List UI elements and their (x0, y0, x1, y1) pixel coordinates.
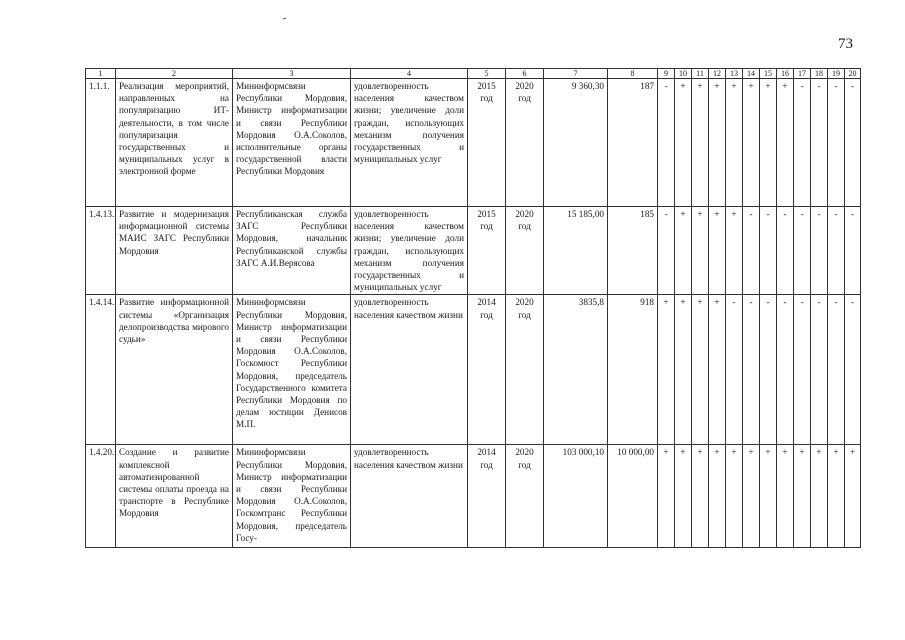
period-mark: + (811, 445, 828, 548)
funding-amount: 15 185,00 (544, 207, 608, 295)
header-cell: 15 (760, 69, 777, 79)
period-mark: - (658, 207, 675, 295)
period-mark: - (743, 295, 760, 445)
header-cell: 13 (726, 69, 743, 79)
period-mark: + (709, 295, 726, 445)
period-mark: - (811, 79, 828, 207)
header-cell: 7 (544, 69, 608, 79)
period-mark: + (675, 207, 692, 295)
period-mark: + (692, 207, 709, 295)
period-mark: - (828, 207, 845, 295)
expected-result: удовлетворенность населения качеством жизни; увеличение доли граждан, использующих механизм получения государственных и муниципальных услуг (351, 79, 468, 207)
measure-name: Создание и развитие комплексной автоматизированной системы оплаты проезда на транспорте в Республике Мордовия (116, 445, 233, 548)
period-mark: - (845, 295, 861, 445)
period-mark: + (743, 445, 760, 548)
header-cell: 12 (709, 69, 726, 79)
period-mark: + (692, 79, 709, 207)
funding-amount-secondary: 918 (608, 295, 658, 445)
measure-name: Развитие информационной системы «Организация делопроизводства мирового судьи» (116, 295, 233, 445)
table-row (86, 295, 861, 445)
header-cell: 20 (845, 69, 861, 79)
row-number: 1.1.1. (86, 79, 116, 207)
funding-amount: 3835,8 (544, 295, 608, 445)
end-year: 2020 год (506, 295, 544, 445)
period-mark: + (760, 79, 777, 207)
period-mark: + (777, 79, 794, 207)
period-mark: - (845, 207, 861, 295)
header-cell: 8 (608, 69, 658, 79)
period-mark: - (794, 207, 811, 295)
period-mark: + (777, 445, 794, 548)
header-cell: 10 (675, 69, 692, 79)
header-cell: 9 (658, 69, 675, 79)
header-cell: 3 (233, 69, 351, 79)
period-mark: + (726, 207, 743, 295)
row-number: 1.4.14. (86, 295, 116, 445)
period-mark: + (692, 445, 709, 548)
header-cell: 4 (351, 69, 468, 79)
funding-amount: 9 360,30 (544, 79, 608, 207)
expected-result: удовлетворенность населения качеством жизни (351, 295, 468, 445)
header-row (86, 69, 861, 79)
period-mark: + (760, 445, 777, 548)
period-mark: + (709, 445, 726, 548)
funding-amount-secondary: 10 000,00 (608, 445, 658, 548)
header-cell: 11 (692, 69, 709, 79)
period-mark: - (794, 79, 811, 207)
period-mark: - (794, 295, 811, 445)
row-number: 1.4.20. (86, 445, 116, 548)
period-mark: + (675, 295, 692, 445)
period-mark: - (845, 79, 861, 207)
period-mark: + (658, 295, 675, 445)
header-cell: 5 (468, 69, 506, 79)
period-mark: + (743, 79, 760, 207)
header-cell: 19 (828, 69, 845, 79)
end-year: 2020 год (506, 207, 544, 295)
header-cell: 6 (506, 69, 544, 79)
period-mark: + (845, 445, 861, 548)
period-mark: - (811, 207, 828, 295)
responsible-executor: Мининформсвязи Республики Мордовия, Министр информатизации и связи Республики Мордовия О.А.Соколов, исполнительные органы государственной власти Республики Мордовия (233, 79, 351, 207)
header-cell: 16 (777, 69, 794, 79)
period-mark: + (794, 445, 811, 548)
page-number: 73 (838, 36, 853, 52)
start-year: 2014 год (468, 445, 506, 548)
period-mark: - (828, 295, 845, 445)
expected-result: удовлетворенность населения качеством жизни (351, 445, 468, 548)
period-mark: - (777, 207, 794, 295)
stray-mark (283, 18, 286, 20)
funding-amount: 103 000,10 (544, 445, 608, 548)
period-mark: - (760, 207, 777, 295)
period-mark: + (726, 79, 743, 207)
period-mark: + (709, 207, 726, 295)
header-cell: 1 (86, 69, 116, 79)
responsible-executor: Мининформсвязи Республики Мордовия, Министр информатизации и связи Республики Мордовия О.А.Соколов, Госкомюст Республики Мордовия, председатель Государственного комитета Республики Мордовия по делам юстиции Денисов М.П. (233, 295, 351, 445)
measure-name: Развитие и модернизация информационной системы МАИС ЗАГС Республики Мордовия (116, 207, 233, 295)
row-number: 1.4.13. (86, 207, 116, 295)
period-mark: + (828, 445, 845, 548)
period-mark: + (709, 79, 726, 207)
header-cell: 18 (811, 69, 828, 79)
measure-name: Реализация мероприятий, направленных на популяризацию ИТ-деятельности, в том числе популяризация государственных и муниципальных услуг в электронной форме (116, 79, 233, 207)
period-mark: - (658, 79, 675, 207)
end-year: 2020 год (506, 79, 544, 207)
period-mark: + (658, 445, 675, 548)
end-year: 2020 год (506, 445, 544, 548)
header-cell: 17 (794, 69, 811, 79)
responsible-executor: Республиканская служба ЗАГС Республики Мордовия, начальник Республиканской службы ЗАГС А.И.Верясова (233, 207, 351, 295)
header-cell: 14 (743, 69, 760, 79)
funding-amount-secondary: 185 (608, 207, 658, 295)
header-cell: 2 (116, 69, 233, 79)
period-mark: - (811, 295, 828, 445)
period-mark: - (760, 295, 777, 445)
start-year: 2015 год (468, 79, 506, 207)
period-mark: + (675, 79, 692, 207)
start-year: 2015 год (468, 207, 506, 295)
responsible-executor: Мининформсвязи Республики Мордовия, Министр информатизации и связи Республики Мордовия О.А.Соколов, Госкомтранс Республики Мордовия, председатель Госу- (233, 445, 351, 548)
period-mark: + (726, 445, 743, 548)
expected-result: удовлетворенность населения качеством жизни; увеличение доли граждан, использующих механизм получения государственных и муниципальных услуг (351, 207, 468, 295)
program-table (85, 68, 861, 548)
table-row (86, 445, 861, 548)
period-mark: + (675, 445, 692, 548)
period-mark: - (828, 79, 845, 207)
period-mark: - (777, 295, 794, 445)
period-mark: - (743, 207, 760, 295)
start-year: 2014 год (468, 295, 506, 445)
table-row (86, 79, 861, 207)
table-row (86, 207, 861, 295)
funding-amount-secondary: 187 (608, 79, 658, 207)
period-mark: - (726, 295, 743, 445)
period-mark: + (692, 295, 709, 445)
